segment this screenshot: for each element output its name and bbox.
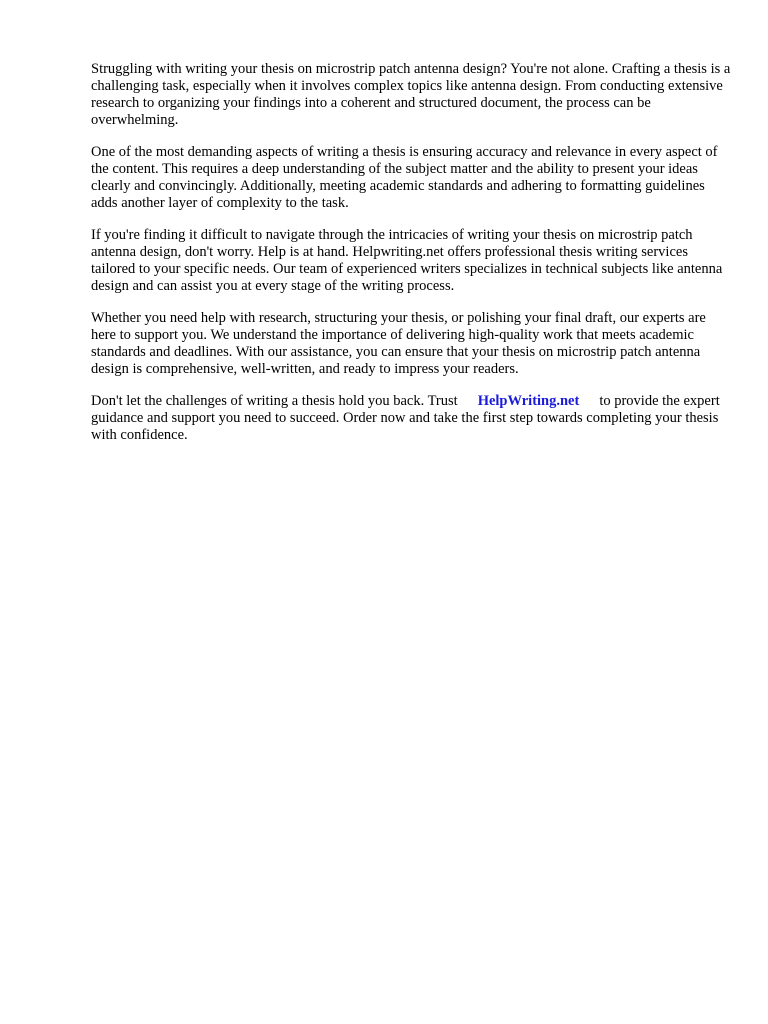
paragraph-closing bbox=[91, 393, 731, 444]
paragraph-intro: Struggling with writing your thesis on microstrip patch antenna design? You're not alone. Crafting a thesis is a challenging task, especially when it involves complex topics like antenna design. From conducting extensive research to organizing your findings into a coherent and structured document, the process can be overwhelming. bbox=[91, 61, 731, 128]
closing-text-after: to provide the expert guidance and support you need to succeed. Order now and take the first step towards completing your thesis with confidence. bbox=[91, 393, 720, 443]
paragraph-support: Whether you need help with research, structuring your thesis, or polishing your final draft, our experts are here to support you. We understand the importance of delivering high-quality work that meets academic standards and deadlines. With our assistance, you can ensure that your thesis on microstrip patch antenna design is comprehensive, well-written, and ready to impress your readers. bbox=[91, 310, 706, 377]
paragraph-challenges: One of the most demanding aspects of writing a thesis is ensuring accuracy and relevance in every aspect of the content. This requires a deep understanding of the subject matter and the ability to present your ideas clearly and convincingly. Additionally, meeting academic standards and adhering to formatting guidelines adds another layer of complexity to the task. bbox=[91, 144, 718, 211]
document-body bbox=[91, 61, 731, 459]
paragraph-help: If you're finding it difficult to navigate through the intricacies of writing your thesis on microstrip patch antenna design, don't worry. Help is at hand. Helpwriting.net offers professional thesis writing services tailored to your specific needs. Our team of experienced writers specializes in technical subjects like antenna design and can assist you at every stage of the writing process. bbox=[91, 227, 723, 294]
closing-text-before: Don't let the challenges of writing a thesis hold you back. Trust bbox=[91, 393, 458, 409]
helpwriting-link[interactable]: HelpWriting.net bbox=[477, 393, 580, 409]
